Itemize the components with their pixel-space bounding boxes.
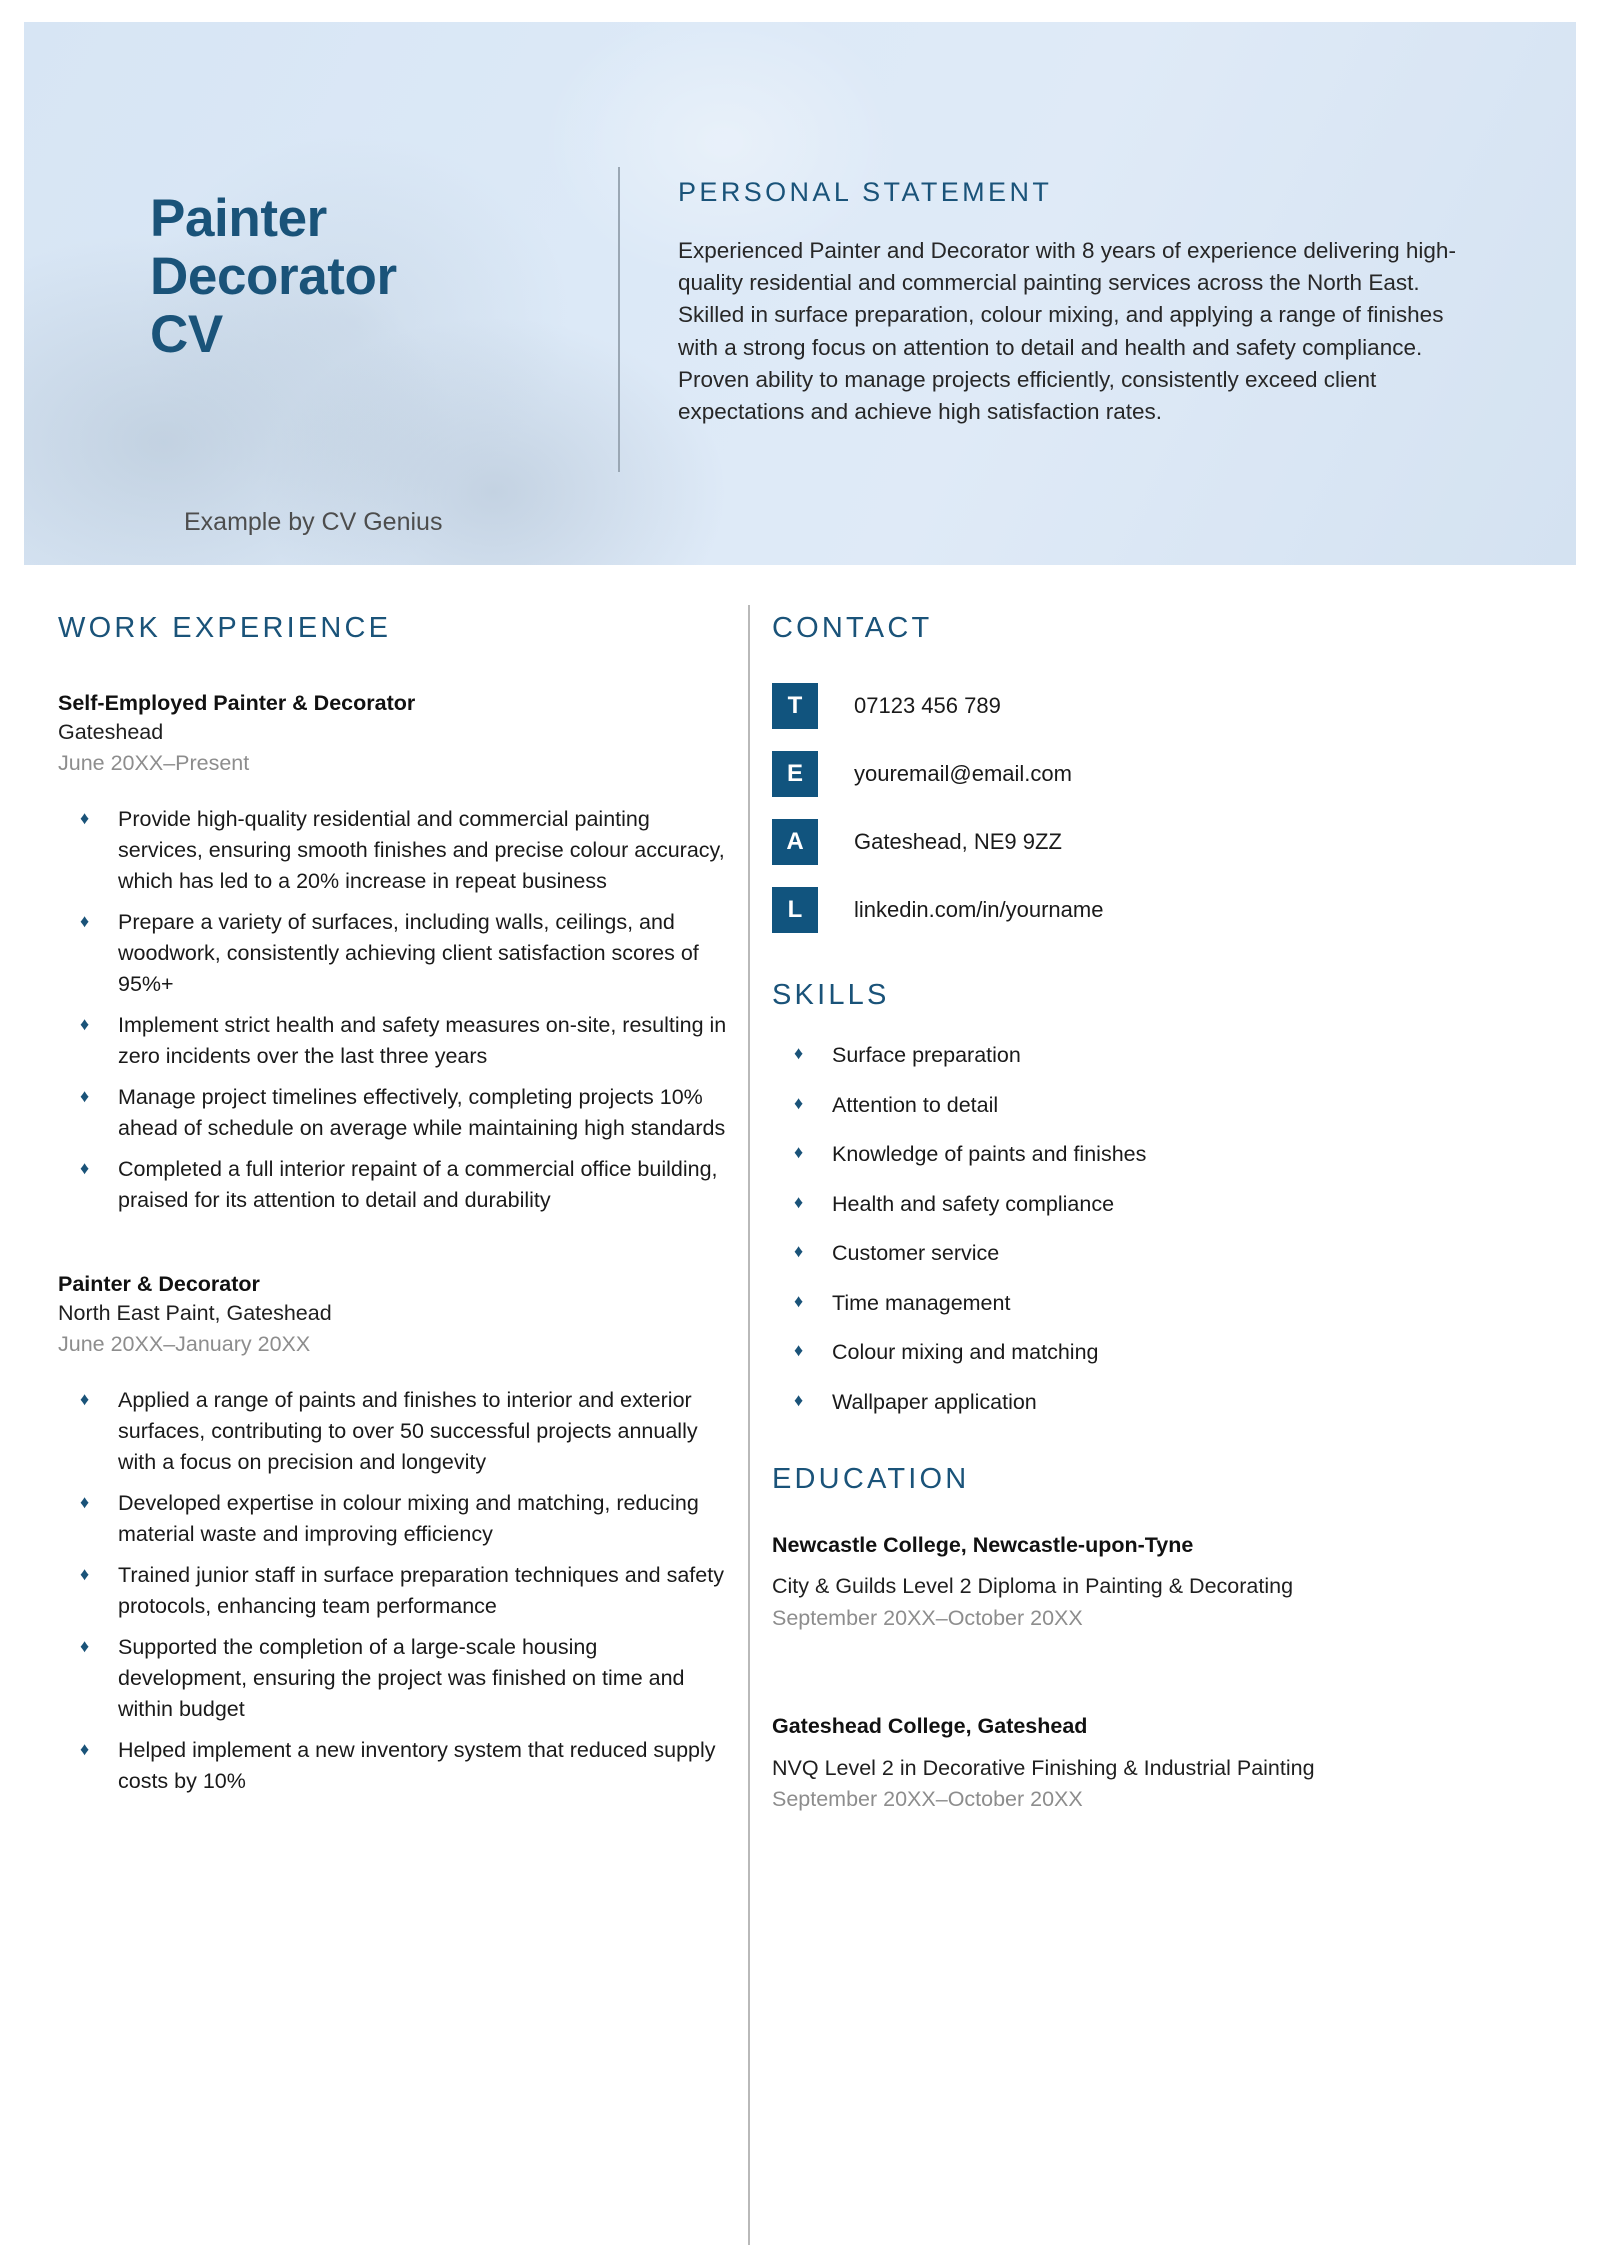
job-bullet (58, 1385, 730, 1478)
job-title: Self-Employed Painter & Decorator (58, 691, 416, 715)
education-section (772, 1463, 1432, 1815)
job-bullet-text: Applied a range of paints and finishes to interior and exterior surfaces, contributing to over 50 successful projects annually with a focus on precision and longevity (118, 1388, 698, 1475)
spacer (58, 778, 730, 804)
contact-list (772, 683, 1432, 933)
skill-label: Knowledge of paints and finishes (832, 1142, 1147, 1167)
work-experience-heading: WORK EXPERIENCE (58, 612, 392, 644)
personal-statement-text: Experienced Painter and Decorator with 8 years of experience delivering high-quality residential and commercial painting services across the North East. Skilled in surface preparation, colour mixing, and applying a range of finishes with a strong focus on attention to detail and health and safety compliance. Proven ability to manage projects efficiently, consistently exceed client expectations and achieve high satisfaction rates. (678, 238, 1456, 424)
job-bullet (58, 1735, 730, 1797)
skill-label: Attention to detail (832, 1092, 999, 1117)
education-degree: City & Guilds Level 2 Diploma in Painting & Decorating (772, 1574, 1294, 1599)
skills-section (772, 979, 1432, 1417)
job-bullet-text: Helped implement a new inventory system that reduced supply costs by 10% (118, 1737, 716, 1793)
job-title: Painter & Decorator (58, 1271, 260, 1296)
education-school: Newcastle College, Newcastle-upon-Tyne (772, 1533, 1194, 1558)
job-organisation: North East Paint, Gateshead (58, 1301, 332, 1326)
telephone-icon: T (772, 683, 818, 729)
skill-item (772, 1337, 1432, 1368)
skill-label: Colour mixing and matching (832, 1340, 1099, 1365)
spacer (58, 645, 730, 689)
education-school: Gateshead College, Gateshead (772, 1714, 1088, 1739)
spacer (58, 1359, 730, 1385)
skill-item (772, 1189, 1432, 1220)
diamond-bullet-icon: ♦ (80, 1086, 90, 1107)
skill-item (772, 1090, 1432, 1121)
diamond-bullet-icon: ♦ (794, 1290, 804, 1311)
contact-item-linkedin[interactable] (772, 887, 1432, 933)
diamond-bullet-icon: ♦ (794, 1389, 804, 1410)
header-title-block (150, 190, 570, 363)
skills-list (772, 1040, 1432, 1417)
diamond-bullet-icon: ♦ (80, 1389, 90, 1410)
job-bullet-text: Trained junior staff in surface preparation techniques and safety protocols, enhancing team performance (118, 1563, 724, 1618)
address-icon: A (772, 819, 818, 865)
job-bullet-list (58, 804, 730, 1215)
skill-item (772, 1040, 1432, 1071)
personal-statement-heading: PERSONAL STATEMENT (678, 177, 1053, 207)
job-bullet (58, 1082, 730, 1144)
contact-value[interactable]: Gateshead, NE9 9ZZ (854, 829, 1062, 854)
job-bullet (58, 1154, 730, 1216)
job-dates: June 20XX–Present (58, 750, 250, 775)
work-experience-column (58, 612, 730, 1807)
personal-statement-block (678, 177, 1468, 428)
diamond-bullet-icon: ♦ (80, 1014, 90, 1035)
education-entry (772, 1711, 1432, 1814)
education-dates: September 20XX–October 20XX (772, 1787, 1083, 1812)
skill-item (772, 1139, 1432, 1170)
job-bullet (58, 1488, 730, 1550)
education-degree: NVQ Level 2 in Decorative Finishing & Industrial Painting (772, 1755, 1315, 1780)
education-entry (772, 1530, 1432, 1633)
header-banner-inner (24, 22, 1576, 565)
skill-item (772, 1288, 1432, 1319)
diamond-bullet-icon: ♦ (80, 1564, 90, 1585)
job-bullet-text: Provide high-quality residential and commercial painting services, ensuring smooth finishes and precise colour accuracy, which has led to a 20% increase in repeat business (118, 807, 725, 894)
job-bullet-text: Prepare a variety of surfaces, including walls, ceilings, and woodwork, consistently achieving client satisfaction scores of 95%+ (118, 910, 699, 997)
skill-label: Health and safety compliance (832, 1191, 1115, 1216)
diamond-bullet-icon: ♦ (794, 1340, 804, 1361)
job-bullet (58, 1560, 730, 1622)
page-title (150, 190, 570, 363)
contact-item-telephone[interactable] (772, 683, 1432, 729)
job-bullet (58, 1010, 730, 1072)
title-line-3: CV (150, 304, 223, 364)
diamond-bullet-icon: ♦ (80, 911, 90, 932)
contact-item-email[interactable] (772, 751, 1432, 797)
job-bullet-list (58, 1385, 730, 1796)
contact-value[interactable]: youremail@email.com (854, 761, 1072, 786)
diamond-bullet-icon: ♦ (80, 1157, 90, 1178)
job-bullet-text: Developed expertise in colour mixing and matching, reducing material waste and improving efficiency (118, 1491, 699, 1547)
skill-item (772, 1387, 1432, 1418)
contact-heading: CONTACT (772, 612, 933, 644)
job-organisation: Gateshead (58, 720, 164, 745)
education-heading: EDUCATION (772, 1463, 970, 1496)
title-line-2: Decorator (150, 246, 397, 306)
diamond-bullet-icon: ♦ (794, 1142, 804, 1163)
header-banner (24, 22, 1576, 565)
diamond-bullet-icon: ♦ (794, 1092, 804, 1113)
email-icon: E (772, 751, 818, 797)
skill-label: Wallpaper application (832, 1389, 1037, 1414)
skills-heading: SKILLS (772, 979, 890, 1011)
skill-label: Customer service (832, 1241, 1000, 1266)
title-line-1: Painter (150, 189, 327, 248)
diamond-bullet-icon: ♦ (794, 1043, 804, 1063)
job-entry (58, 1270, 730, 1797)
spacer (58, 1226, 730, 1270)
diamond-bullet-icon: ♦ (794, 1191, 804, 1212)
job-bullet (58, 907, 730, 1000)
job-dates: June 20XX–January 20XX (58, 1331, 311, 1356)
linkedin-icon: L (772, 887, 818, 933)
diamond-bullet-icon: ♦ (80, 808, 90, 829)
diamond-bullet-icon: ♦ (80, 1738, 90, 1759)
diamond-bullet-icon: ♦ (80, 1635, 90, 1656)
contact-value[interactable]: 07123 456 789 (854, 693, 1001, 718)
job-bullet-text: Implement strict health and safety measures on-site, resulting in zero incidents over the last three years (118, 1013, 727, 1069)
job-bullet-text: Completed a full interior repaint of a commercial office building, praised for its attention to detail and durability (118, 1156, 718, 1212)
diamond-bullet-icon: ♦ (80, 1492, 90, 1513)
job-bullet-text: Manage project timelines effectively, completing projects 10% ahead of schedule on average while maintaining high standards (118, 1085, 726, 1140)
job-bullet (58, 804, 730, 897)
skill-label: Surface preparation (832, 1043, 1021, 1067)
sidebar-column (772, 612, 1432, 1815)
contact-value[interactable]: linkedin.com/in/yourname (854, 897, 1104, 922)
education-dates: September 20XX–October 20XX (772, 1605, 1083, 1630)
skill-label: Time management (832, 1290, 1011, 1315)
header-subtitle: Example by CV Genius (184, 508, 443, 536)
job-entry (58, 689, 730, 1216)
skill-item (772, 1238, 1432, 1269)
spacer (772, 1633, 1432, 1677)
job-bullet-text: Supported the completion of a large-scale housing development, ensuring the project was finished on time and within budget (118, 1634, 685, 1721)
header-divider (618, 167, 620, 472)
contact-item-address[interactable] (772, 819, 1432, 865)
column-divider (748, 605, 750, 2245)
job-bullet (58, 1632, 730, 1725)
diamond-bullet-icon: ♦ (794, 1241, 804, 1262)
